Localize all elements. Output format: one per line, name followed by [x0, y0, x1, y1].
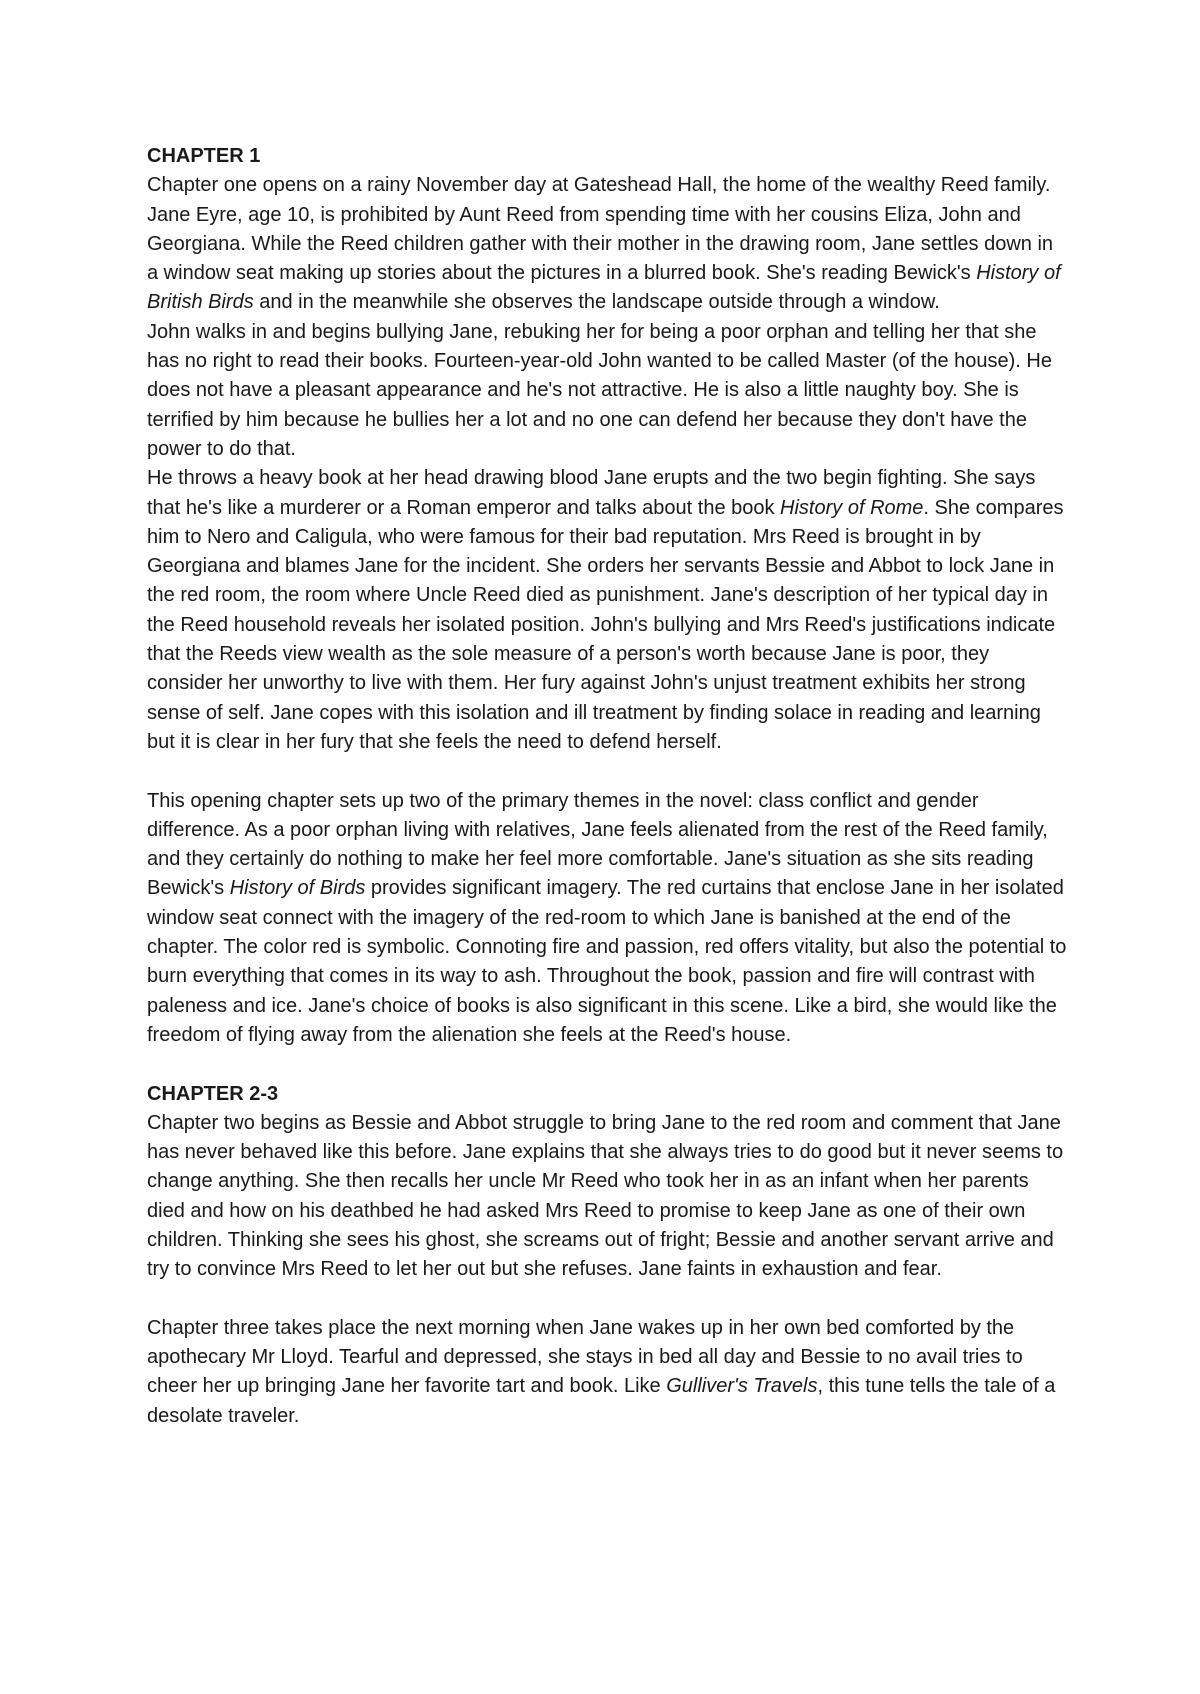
chapter-2-3-paragraph-2 [147, 1314, 1067, 1431]
chapter-1-paragraph-2: John walks in and begins bullying Jane, rebuking her for being a poor orphan and telling her that she has no right to read their books. Fourteen-year-old John wanted to be called Master (of the house). He does not have a pleasant appearance and he's not attractive. He is also a little naughty boy. She is terrified by him because he bullies her a lot and no one can defend her because they don't have the power to do that. [147, 320, 1052, 460]
text-run: Chapter three takes place the next morning when Jane wakes up in her own bed comforted by the apothecary Mr Lloyd. Tearful and depressed, she stays in bed all day and Bessie to no avail tries to cheer her up bringing Jane her favorite tart and book. Like [147, 1316, 1023, 1398]
blank-line [147, 1050, 1067, 1079]
book-title-history-of-rome: History of Rome [780, 496, 924, 519]
text-run: This opening chapter sets up two of the primary themes in the novel: class conflict and gender difference. As a poor orphan living with relatives, Jane feels alienated from the rest of the Reed family, and they certainly do nothing to make her feel more comfortable. Jane's situation as she sits reading Bewick's [147, 789, 1048, 900]
blank-line [147, 757, 1067, 786]
text-run: He throws a heavy book at her head drawing blood Jane erupts and the two begin fighting. She says that he's like a murderer or a Roman emperor and talks about the book [147, 467, 1036, 519]
text-run: provides significant imagery. The red curtains that enclose Jane in her isolated window seat connect with the imagery of the red-room to which Jane is banished at the end of the chapter. The color red is symbolic. Connoting fire and passion, red offers vitality, but also the potential to burn everything that comes in its way to ash. Throughout the book, passion and fire will contrast with paleness and ice. Jane's choice of books is also significant in this scene. Like a bird, she would like the freedom of flying away from the alienation she feels at the Reed's house. [147, 877, 1067, 1046]
text-run: Chapter one opens on a rainy November day at Gateshead Hall, the home of the wealthy Reed family. Jane Eyre, age 10, is prohibited by Aunt Reed from spending time with her cousins Eliza, John and Georgiana. While the Reed children gather with their mother in the drawing room, Jane settles down in a window seat making up stories about the pictures in a blurred book. She's reading Bewick's [147, 174, 1054, 285]
chapter-2-3-heading: CHAPTER 2-3 [147, 1082, 279, 1105]
chapter-2-3-paragraph-1: Chapter two begins as Bessie and Abbot struggle to bring Jane to the red room and comment that Jane has never behaved like this before. Jane explains that she always tries to do good but it never seems to change anything. She then recalls her uncle Mr Reed who took her in as an infant when her parents died and how on his deathbed he had asked Mrs Reed to promise to keep Jane as one of their own children. Thinking she sees his ghost, she screams out of fright; Bessie and another servant arrive and try to convince Mrs Reed to let her out but she refuses. Jane faints in exhaustion and fear. [147, 1111, 1064, 1281]
blank-line [147, 1285, 1067, 1314]
chapter-1-paragraph-1 [147, 171, 1067, 317]
chapter-1-paragraph-4 [147, 787, 1067, 1051]
text-run: and in the meanwhile she observes the landscape outside through a window. [253, 291, 940, 314]
document-page [147, 142, 1067, 1431]
text-run: , this tune tells the tale of a desolate traveler. [147, 1375, 1056, 1427]
chapter-1-paragraph-3 [147, 464, 1067, 757]
book-title-history-of-birds: History of Birds [229, 877, 366, 900]
book-title-gullivers-travels: Gulliver's Travels [666, 1375, 818, 1398]
text-run: . She compares him to Nero and Caligula, who were famous for their bad reputation. Mrs Reed is brought in by Georgiana and blames Jane for the incident. She orders her servants Bessie and Abbot to lock Jane in the red room, the room where Uncle Reed died as punishment. Jane's description of her typical day in the Reed household reveals her isolated position. John's bullying and Mrs Reed's justifications indicate that the Reeds view wealth as the sole measure of a person's worth because Jane is poor, they consider her unworthy to live with them. Her fury against John's unjust treatment exhibits her strong sense of self. Jane copes with this isolation and ill treatment by finding solace in reading and learning but it is clear in her fury that she feels the need to defend herself. [147, 496, 1064, 753]
book-title-history-of-british-birds: History of British Birds [147, 262, 1061, 314]
chapter-1-heading: CHAPTER 1 [147, 145, 261, 167]
